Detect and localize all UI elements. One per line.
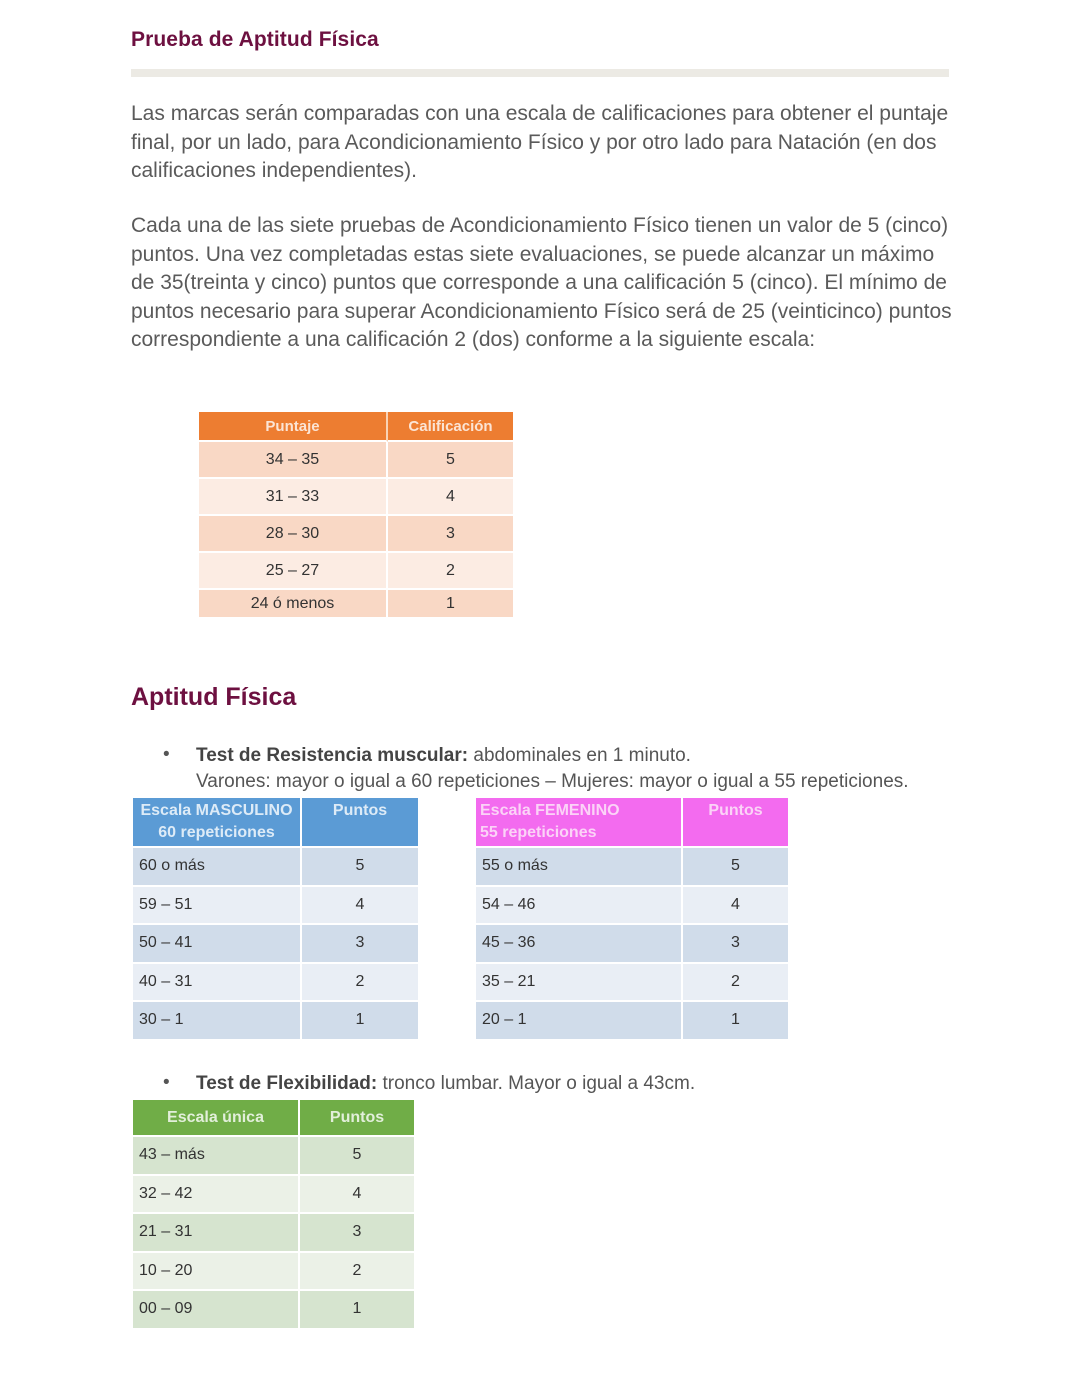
table-row: [199, 479, 513, 516]
points-cell: 5: [300, 1137, 414, 1176]
table-row: [476, 925, 788, 964]
female-scale-subtitle: 55 repeticiones: [480, 824, 597, 841]
score-range-cell: 24 ó menos: [199, 590, 388, 619]
male-scale-table: [133, 798, 418, 1041]
table-row: [133, 887, 418, 926]
bullet-icon: •: [163, 1072, 170, 1093]
bullet-icon: •: [163, 744, 170, 765]
range-cell: 45 – 36: [476, 925, 683, 964]
grade-scale-table: [199, 412, 513, 619]
range-cell: 59 – 51: [133, 887, 302, 926]
points-cell: 1: [683, 1002, 788, 1041]
table-row: [199, 553, 513, 590]
table-row: [133, 1253, 414, 1292]
flexibility-test-label: Test de Flexibilidad:: [196, 1073, 378, 1094]
points-cell: 3: [300, 1214, 414, 1253]
grade-cell: 5: [388, 442, 513, 479]
points-cell: 2: [683, 964, 788, 1003]
table-row: [476, 887, 788, 926]
table-row: [133, 964, 418, 1003]
range-cell: 30 – 1: [133, 1002, 302, 1041]
column-header-escala-unica: Escala única: [133, 1100, 300, 1137]
range-cell: 10 – 20: [133, 1253, 300, 1292]
column-header-calificacion: Calificación: [388, 412, 513, 442]
range-cell: 20 – 1: [476, 1002, 683, 1041]
points-cell: 3: [302, 925, 418, 964]
female-scale-table: [476, 798, 788, 1041]
score-range-cell: 31 – 33: [199, 479, 388, 516]
points-cell: 4: [683, 887, 788, 926]
range-cell: 21 – 31: [133, 1214, 300, 1253]
grade-cell: 4: [388, 479, 513, 516]
title-divider: [131, 69, 949, 77]
points-cell: 2: [302, 964, 418, 1003]
table-row: [476, 964, 788, 1003]
intro-paragraph-1: Las marcas serán comparadas con una escala de calificaciones para obtener el puntaje final, por un lado, para Acondicionamiento Físico y por otro lado para Natación (en dos calificaciones independientes).: [131, 102, 949, 182]
grade-cell: 3: [388, 516, 513, 553]
column-header-male-scale: [133, 798, 302, 848]
column-header-puntos: Puntos: [300, 1100, 414, 1137]
resistance-test-requirements: Varones: mayor o igual a 60 repeticiones – Mujeres: mayor o igual a 55 repeticiones.: [196, 771, 909, 792]
column-header-puntos: Puntos: [302, 798, 418, 848]
points-cell: 4: [300, 1176, 414, 1215]
points-cell: 5: [302, 848, 418, 887]
intro-paragraph-2: Cada una de las siete pruebas de Acondicionamiento Físico tienen un valor de 5 (cinco) puntos. Una vez completadas estas siete evaluaciones, se puede alcanzar un máximo de 35(treinta y cinco) puntos que corresponde a una calificación 5 (cinco). El mínimo de puntos necesario para superar Acondicionamiento Físico será de 25 (veinticinco) puntos correspondiente a una calificación 2 (dos) conforme a la siguiente escala:: [131, 214, 952, 351]
score-range-cell: 28 – 30: [199, 516, 388, 553]
points-cell: 2: [300, 1253, 414, 1292]
table-row: [133, 848, 418, 887]
table-row: [133, 1176, 414, 1215]
table-header-row: [133, 1100, 414, 1137]
points-cell: 1: [300, 1291, 414, 1330]
table-row: [133, 925, 418, 964]
table-row: [476, 848, 788, 887]
range-cell: 54 – 46: [476, 887, 683, 926]
table-row: [476, 1002, 788, 1041]
points-cell: 1: [302, 1002, 418, 1041]
table-row: [133, 1002, 418, 1041]
flexibility-test-description: [196, 1071, 695, 1097]
male-scale-subtitle: 60 repeticiones: [158, 824, 275, 841]
male-scale-title: Escala MASCULINO: [140, 802, 293, 819]
female-scale-title: Escala FEMENINO: [480, 802, 620, 819]
table-header-row: [476, 798, 788, 848]
points-cell: 4: [302, 887, 418, 926]
points-cell: 3: [683, 925, 788, 964]
table-row: [133, 1137, 414, 1176]
range-cell: 40 – 31: [133, 964, 302, 1003]
section-title: Aptitud Física: [131, 683, 297, 711]
points-cell: 5: [683, 848, 788, 887]
range-cell: 32 – 42: [133, 1176, 300, 1215]
resistance-test-text: abdominales en 1 minuto.: [468, 745, 691, 766]
table-header-row: [199, 412, 513, 442]
table-row: [133, 1291, 414, 1330]
table-row: [199, 516, 513, 553]
flexibility-scale-table: [133, 1100, 414, 1330]
range-cell: 43 – más: [133, 1137, 300, 1176]
flexibility-test-text: tronco lumbar. Mayor o igual a 43cm.: [377, 1073, 696, 1094]
range-cell: 55 o más: [476, 848, 683, 887]
table-row: [199, 590, 513, 619]
range-cell: 00 – 09: [133, 1291, 300, 1330]
column-header-puntos: Puntos: [683, 798, 788, 848]
grade-cell: 2: [388, 553, 513, 590]
range-cell: 60 o más: [133, 848, 302, 887]
column-header-female-scale: [476, 798, 683, 848]
resistance-test-label: Test de Resistencia muscular:: [196, 745, 469, 766]
score-range-cell: 25 – 27: [199, 553, 388, 590]
table-row: [133, 1214, 414, 1253]
range-cell: 50 – 41: [133, 925, 302, 964]
column-header-puntaje: Puntaje: [199, 412, 388, 442]
table-header-row: [133, 798, 418, 848]
resistance-test-description: [196, 743, 691, 769]
page-title: Prueba de Aptitud Física: [131, 28, 379, 51]
grade-cell: 1: [388, 590, 513, 619]
score-range-cell: 34 – 35: [199, 442, 388, 479]
range-cell: 35 – 21: [476, 964, 683, 1003]
table-row: [199, 442, 513, 479]
